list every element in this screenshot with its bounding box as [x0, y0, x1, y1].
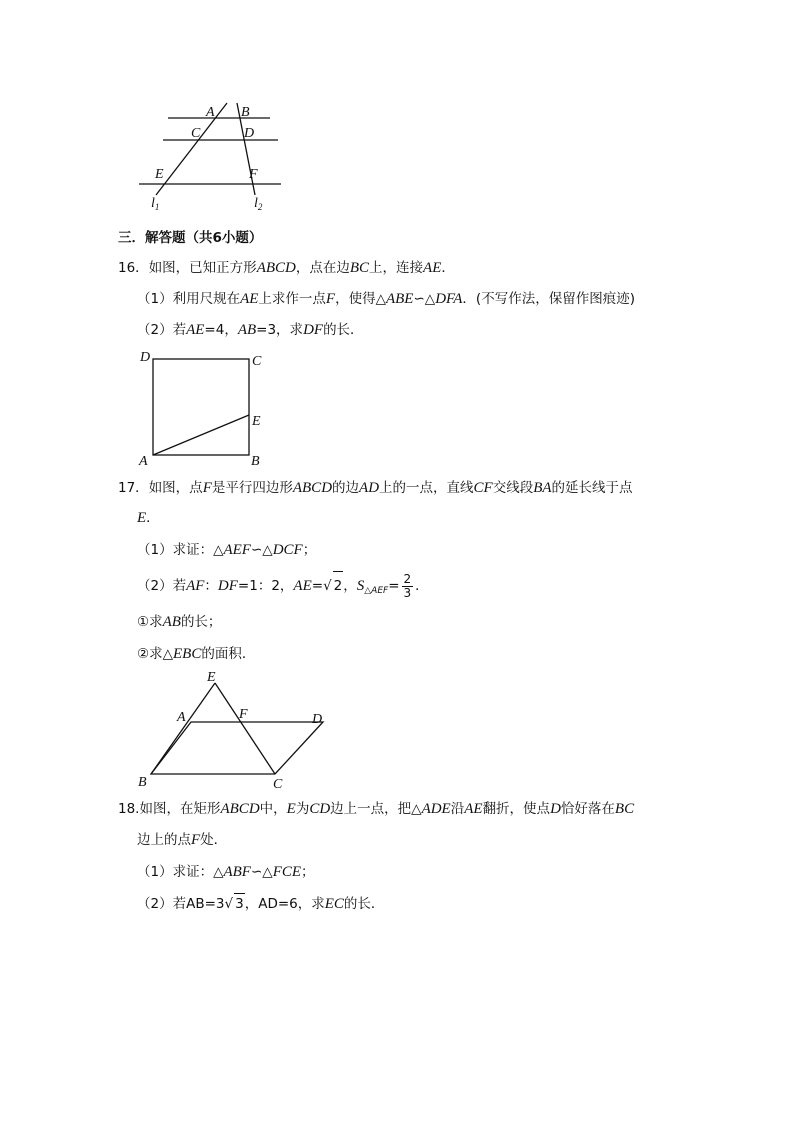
section-title: 三．解答题（共6小题） — [118, 230, 263, 246]
label-l2: $l_2$ — [254, 196, 263, 212]
sqrt-radicand: 3 — [234, 893, 245, 914]
label-A: A — [177, 710, 186, 725]
label-D: D — [140, 350, 151, 365]
parallelogram-ABCD — [151, 722, 323, 774]
q16-part2: （2）若AE=4，AB=3，求DF的长． — [137, 322, 364, 338]
label-E: E — [252, 414, 261, 429]
segment-AE — [153, 415, 249, 455]
q18-part1: （1）求证：△ABF∽△FCE； — [137, 864, 315, 880]
segment-EC — [215, 683, 275, 774]
q16-stem: 16．如图，已知正方形ABCD，点在边BC上，连接AE． — [118, 260, 455, 276]
figure-square-abcd — [135, 345, 275, 470]
label-B: B — [251, 454, 260, 469]
label-E: E — [207, 670, 216, 685]
label-E: E — [155, 167, 164, 182]
label-B: B — [241, 105, 250, 120]
q18-part2: （2）若AB=3√ 3，AD=6，求EC的长． — [137, 893, 384, 914]
label-F: F — [249, 167, 258, 182]
label-C: C — [273, 777, 283, 790]
transversal-l1 — [156, 103, 227, 195]
label-B: B — [138, 775, 147, 790]
figure-parallel-lines — [135, 100, 295, 215]
label-F: F — [239, 707, 248, 722]
q17-part2: （2）若AF：DF=1：2，AE=√ 2，$S_{\triangle AEF}=$ $\frac{2}{3}$ ． — [137, 571, 429, 600]
label-D: D — [244, 126, 255, 141]
label-A: A — [206, 105, 215, 120]
figure-parallelogram — [135, 665, 335, 790]
q16-part1: （1）利用尺规在AE上求作一点F，使得△ABE∽△DFA．(不写作法，保留作图痕迹) — [137, 291, 635, 307]
label-l1: $l_1$ — [151, 196, 160, 212]
q17-stem-cont: E． — [137, 510, 160, 526]
q17-part1: （1）求证：△AEF∽△DCF； — [137, 542, 317, 558]
fraction-two-thirds: $\frac{2}{3}$ — [403, 571, 412, 600]
label-C: C — [252, 354, 262, 369]
segment-EA — [151, 683, 215, 774]
q17-sub2: ②求△EBC的面积． — [137, 646, 256, 662]
sqrt-radicand: 2 — [333, 571, 344, 600]
label-C: C — [191, 126, 201, 141]
label-D: D — [312, 712, 323, 727]
square — [153, 359, 249, 455]
label-A: A — [139, 454, 148, 469]
q17-stem: 17．如图，点F是平行四边形ABCD的边AD上的一点，直线CF交线段BA的延长线于点 — [118, 480, 633, 496]
q17-sub1: ①求AB的长； — [137, 614, 222, 630]
q18-stem: 18.如图，在矩形ABCD中，E为CD边上一点，把△ADE沿AE翻折，使点D恰好落在BC — [118, 801, 635, 817]
q18-stem-cont: 边上的点F处． — [137, 832, 228, 848]
